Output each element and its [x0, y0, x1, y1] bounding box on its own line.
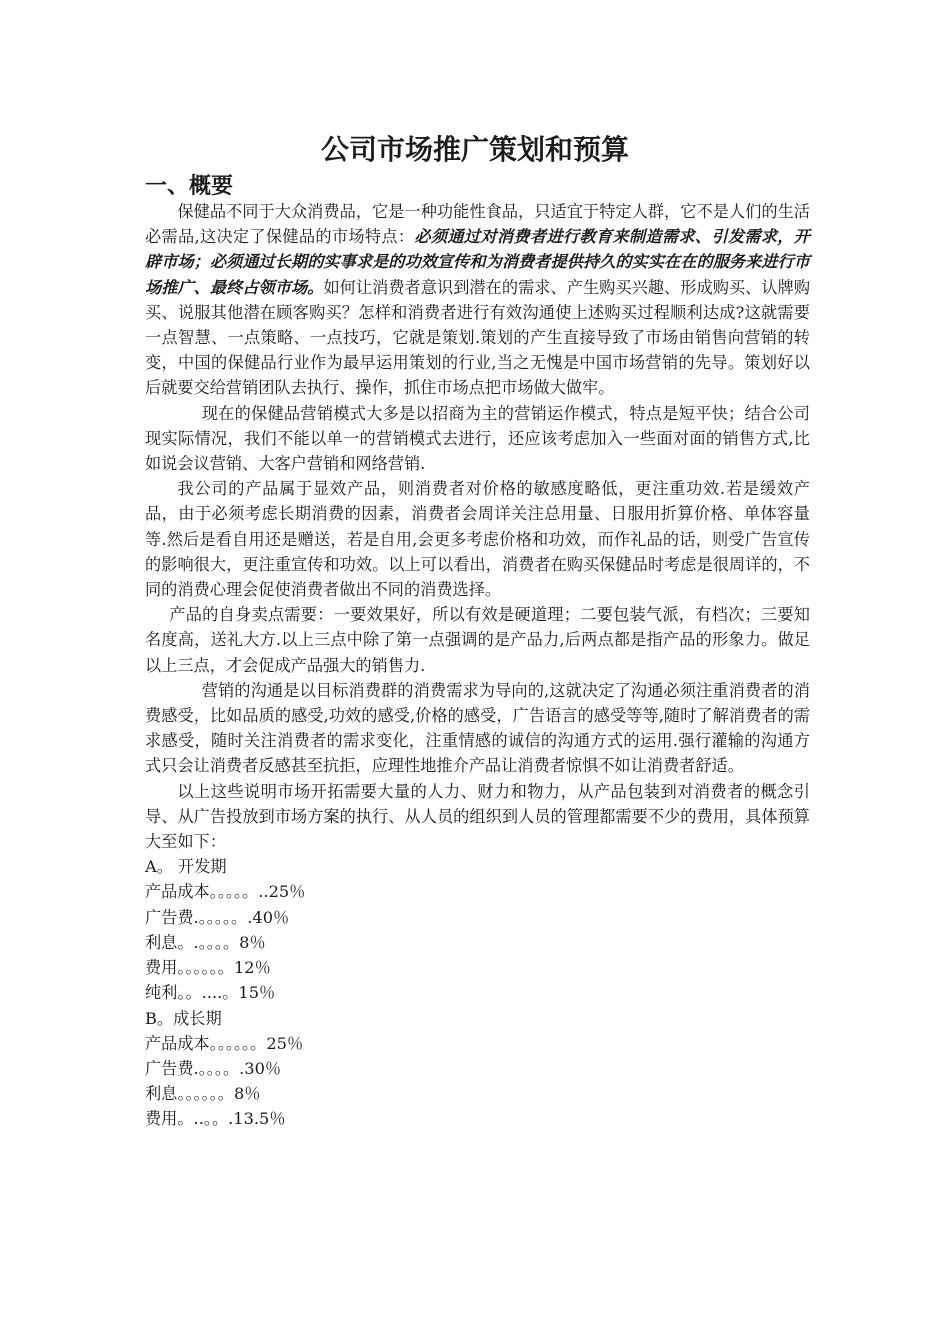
budget-item: 产品成本。。。。。。25％: [145, 1033, 304, 1053]
budget-item: 产品成本。。。。。..25％: [145, 882, 306, 902]
emphasized-text: 必须通过对消费者进行教育来制造需求、引发需求，开辟市场；必须通过长期的实事求是的功效宣传和为消费者提供持久的实实在在的服务来进行市场推广、最终占领市场。: [145, 227, 810, 297]
budget-item: 利息。.。。。。8％: [145, 932, 266, 952]
budget-phase-label: A。 开发期: [145, 857, 227, 877]
document-title: 公司市场推广策划和预算: [320, 133, 629, 166]
budget-item: 纯利。。....。15％: [145, 983, 276, 1003]
paragraph-product-type: 我公司的产品属于显效产品，则消费者对价格的敏感度略低，更注重功效.若是缓效产品，由于必须考虑长期消费的因素，消费者会周详关注总用量、日服用折算价格、单体容量等.然后是看自用还是赠送，若是自用,会更多考虑价格和功效，而作礼品的话，则受广告宣传的影响很大，更注重宣传和功效。以上可以看出，消费者在购买保健品时考虑是很周详的，不同的消费心理会促使消费者做出不同的消费选择。: [145, 479, 810, 600]
budget-phase-label: B。成长期: [145, 1008, 222, 1028]
paragraph-budget-intro: 以上这些说明市场开拓需要大量的人力、财力和物力，从产品包装到对消费者的概念引导、从广告投放到市场方案的执行、从人员的组织到人员的管理都需要不少的费用，具体预算大至如下：: [145, 781, 810, 852]
document-body: [145, 199, 810, 1132]
paragraph-communication: 营销的沟通是以目标消费群的消费需求为导向的,这就决定了沟通必须注重消费者的消费感受，比如品质的感受,功效的感受,价格的感受，广告语言的感受等等,随时了解消费者的需求感受，随时关注消费者的需求变化，注重情感的诚信的沟通方式的运用.强行灌输的沟通方式只会让消费者反感甚至抗拒，应理性地推介产品让消费者惊惧不如让消费者舒适。: [145, 680, 810, 776]
paragraph-text: 保健品不同于大众消费品，它是一种功能性食品，只适宜于特定人群，它不是人们的生活必需品,这决定了保健品的市场特点：: [145, 202, 810, 247]
paragraph-intro: [145, 199, 810, 401]
budget-item: 广告费.。。。。。.40％: [145, 907, 290, 927]
paragraph-marketing-model: 现在的保健品营销模式大多是以招商为主的营销运作模式，特点是短平快；结合公司现实际情况，我们不能以单一的营销模式去进行，还应该考虑加入一些面对面的销售方式,比如说会议营销、大客户营销和网络营销.: [145, 403, 810, 474]
budget-item: 利息。。。。。。8％: [145, 1084, 261, 1104]
budget-item: 费用。..。。.13.5％: [145, 1109, 286, 1129]
section-heading: 一、概要: [145, 174, 234, 199]
paragraph-text: 如何让消费者意识到潜在的需求、产生购买兴趣、形成购买、认牌购买、说服其他潜在顾客购买？怎样和消费者进行有效沟通使上述购买过程顺利达成?这就需要一点智慧、一点策略、一点技巧，它就是策划.策划的产生直接导致了市场由销售向营销的转变，中国的保健品行业作为最早运用策划的行业,当之无愧是中国市场营销的先导。策划好以后就要交给营销团队去执行、操作，抓住市场点把市场做大做牢。: [145, 277, 811, 398]
budget-item: 费用。。。。。。12％: [145, 958, 271, 978]
budget-item: 广告费.。。。。.30％: [145, 1058, 282, 1078]
paragraph-selling-points: 产品的自身卖点需要：一要效果好，所以有效是硬道理；二要包装气派，有档次；三要知名度高，送礼大方.以上三点中除了第一点强调的是产品力,后两点都是指产品的形象力。做足以上三点，才会促成产品强大的销售力.: [145, 605, 810, 675]
